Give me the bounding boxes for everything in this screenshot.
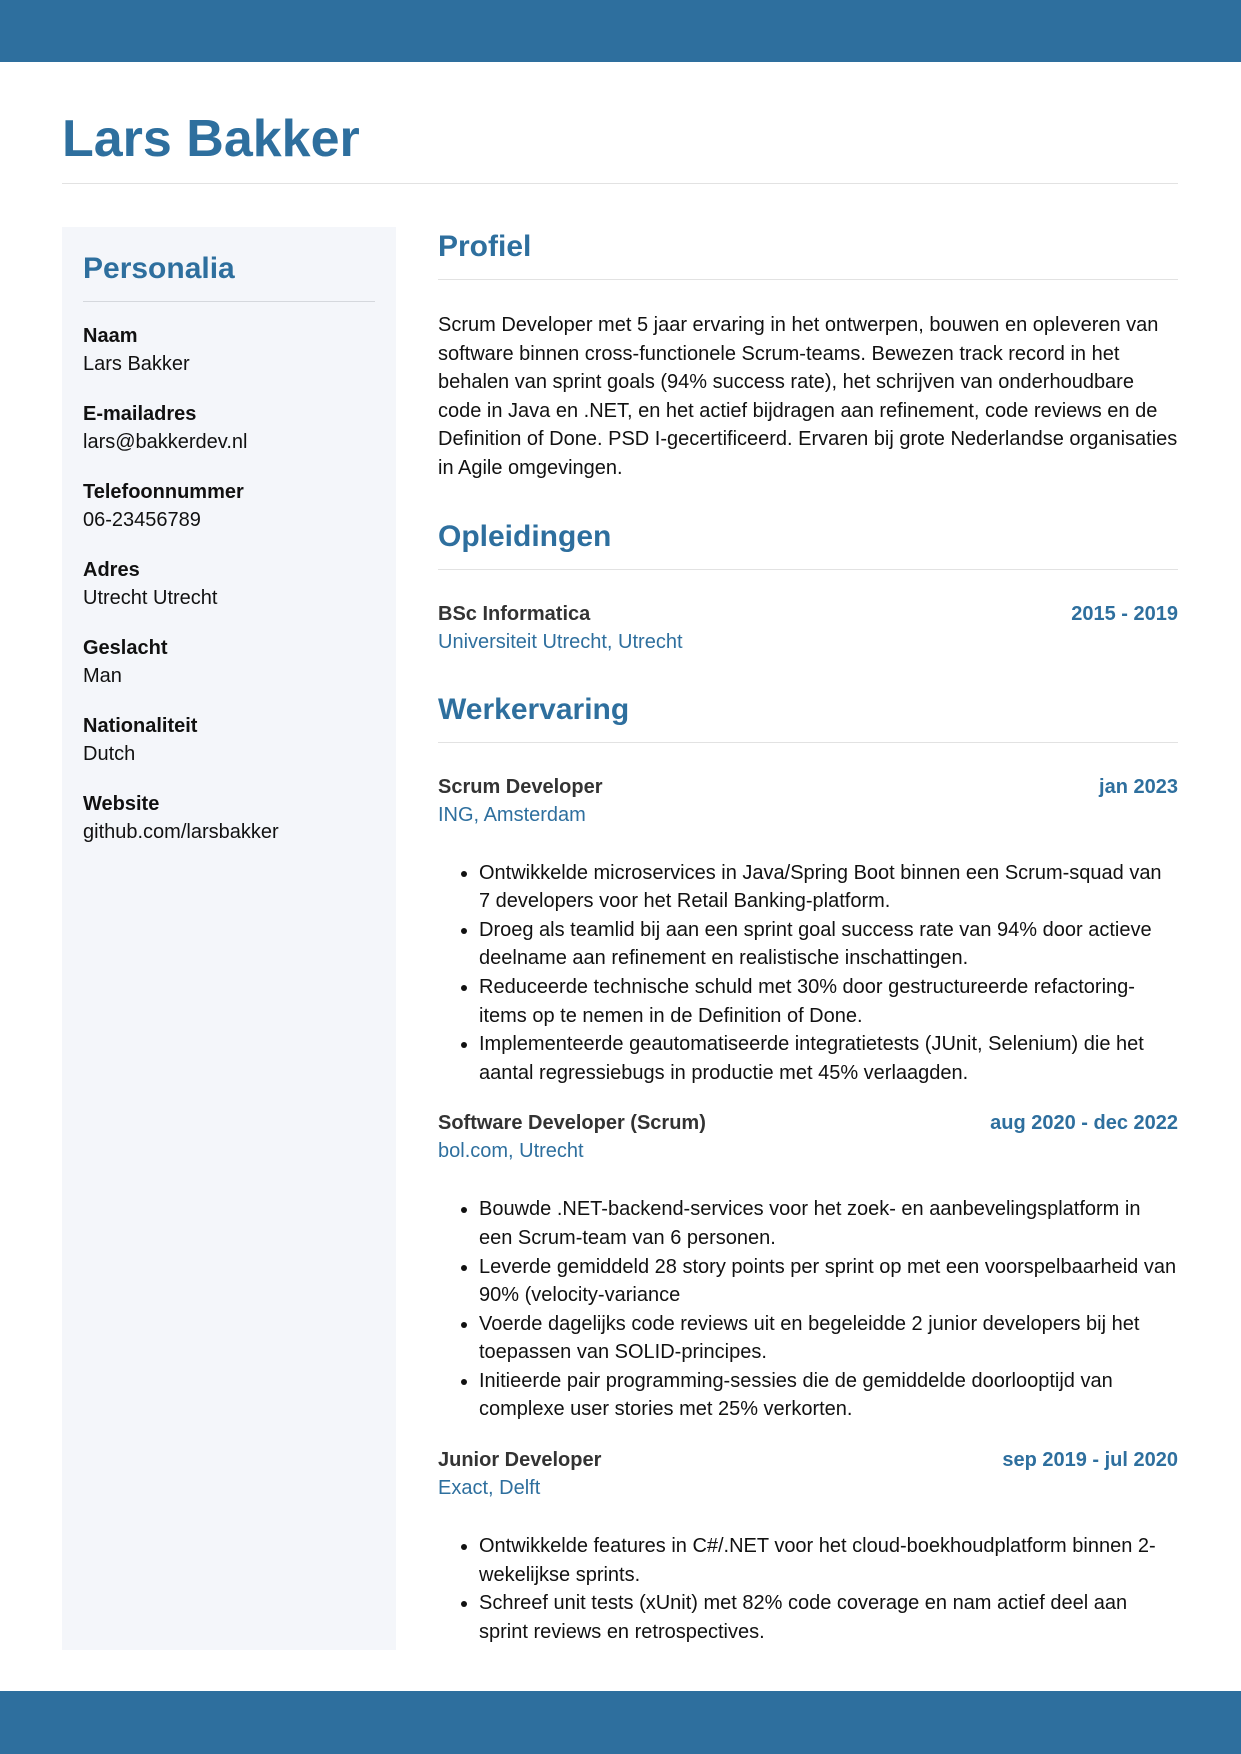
field-phone <box>83 478 375 534</box>
field-value: Man <box>83 665 122 687</box>
education-period: 2015 - 2019 <box>1071 602 1178 625</box>
field-website <box>83 790 375 846</box>
field-label: Nationaliteit <box>83 715 198 737</box>
bullet-item: • Voerde dagelijks code reviews uit en begeleidde 2 junior developers bij het toepassen van SOLID-principes. <box>479 1310 1178 1367</box>
job-period: aug 2020 - dec 2022 <box>990 1112 1178 1135</box>
job-entry <box>438 773 1178 1088</box>
field-value: Utrecht Utrecht <box>83 587 218 609</box>
job-bullets <box>438 1195 1178 1424</box>
profile-text: Scrum Developer met 5 jaar ervaring in het ontwerpen, bouwen en opleveren van software binnen cross-functionele Scrum-teams. Bewezen track record in het behalen van sprint goals (94% success rate), het schrijven van onderhoudbare code in Java en .NET, en het actief bijdragen aan refinement, code reviews en de Definition of Done. PSD I-gecertificeerd. Ervaren bij grote Nederlandse organisaties in Agile omgevingen. <box>438 314 1178 479</box>
section-title: Profiel <box>438 227 1178 280</box>
bottom-bar <box>0 1691 1241 1754</box>
job-entry <box>438 1446 1178 1646</box>
field-value: github.com/larsbakker <box>83 821 279 843</box>
sidebar-title: Personalia <box>83 249 375 302</box>
field-naam <box>83 322 375 378</box>
field-label: Telefoonnummer <box>83 481 244 503</box>
main-content <box>438 227 1178 1646</box>
bullet-item: • Bouwde .NET-backend-services voor het zoek- en aanbevelingsplatform in een Scrum-team van 6 personen. <box>479 1195 1178 1252</box>
field-gender <box>83 634 375 690</box>
field-label: E-mailadres <box>83 403 197 425</box>
field-label: Naam <box>83 325 138 347</box>
field-value: 06-23456789 <box>83 509 201 531</box>
job-entry <box>438 1109 1178 1424</box>
field-label: Geslacht <box>83 637 168 659</box>
field-nationality <box>83 712 375 768</box>
field-email <box>83 400 375 456</box>
job-role: Junior Developer <box>438 1449 602 1472</box>
school-name: Universiteit Utrecht, Utrecht <box>438 630 683 653</box>
field-value: Lars Bakker <box>83 353 190 375</box>
section-profiel <box>438 227 1178 483</box>
job-role: Software Developer (Scrum) <box>438 1112 706 1135</box>
bullet-item: • Ontwikkelde features in C#/.NET voor het cloud-boekhoudplatform binnen 2-wekelijkse sprints. <box>479 1532 1178 1589</box>
bullet-item: • Schreef unit tests (xUnit) met 82% code coverage en nam actief deel aan sprint reviews en retrospectives. <box>479 1589 1178 1646</box>
section-opleidingen <box>438 517 1178 656</box>
bullet-item: • Initieerde pair programming-sessies die de gemiddelde doorlooptijd van complexe user stories met 25% verkorten. <box>479 1367 1178 1424</box>
bullet-item: • Reduceerde technische schuld met 30% door gestructureerde refactoring-items op te nemen in de Definition of Done. <box>479 973 1178 1030</box>
field-address <box>83 556 375 612</box>
job-bullets <box>438 1532 1178 1646</box>
education-entry <box>438 600 1178 656</box>
section-title: Werkervaring <box>438 690 1178 743</box>
field-value: lars@bakkerdev.nl <box>83 431 248 453</box>
job-bullets <box>438 859 1178 1088</box>
header-divider <box>62 183 1178 184</box>
page-title: Lars Bakker <box>62 110 360 168</box>
degree-title: BSc Informatica <box>438 602 591 625</box>
job-company: Exact, Delft <box>438 1477 541 1500</box>
job-company: bol.com, Utrecht <box>438 1140 584 1163</box>
job-period: jan 2023 <box>1099 775 1178 798</box>
section-werkervaring <box>438 690 1178 1647</box>
field-label: Adres <box>83 559 140 581</box>
field-value: Dutch <box>83 743 136 765</box>
sidebar-personalia <box>62 227 396 1650</box>
job-period: sep 2019 - jul 2020 <box>1002 1449 1178 1472</box>
bullet-item: • Implementeerde geautomatiseerde integratietests (JUnit, Selenium) die het aantal regressiebugs in productie met 45% verlaagden. <box>479 1030 1178 1087</box>
bullet-item: • Droeg als teamlid bij aan een sprint goal success rate van 94% door actieve deelname aan refinement en realistische inschattingen. <box>479 916 1178 973</box>
job-role: Scrum Developer <box>438 775 603 798</box>
bullet-item: • Leverde gemiddeld 28 story points per sprint op met een voorspelbaarheid van 90% (velocity-variance <box>479 1253 1178 1310</box>
top-bar <box>0 0 1241 62</box>
job-company: ING, Amsterdam <box>438 803 586 826</box>
field-label: Website <box>83 793 160 815</box>
bullet-item: • Ontwikkelde microservices in Java/Spring Boot binnen een Scrum-squad van 7 developers voor het Retail Banking-platform. <box>479 859 1178 916</box>
section-title: Opleidingen <box>438 517 1178 570</box>
